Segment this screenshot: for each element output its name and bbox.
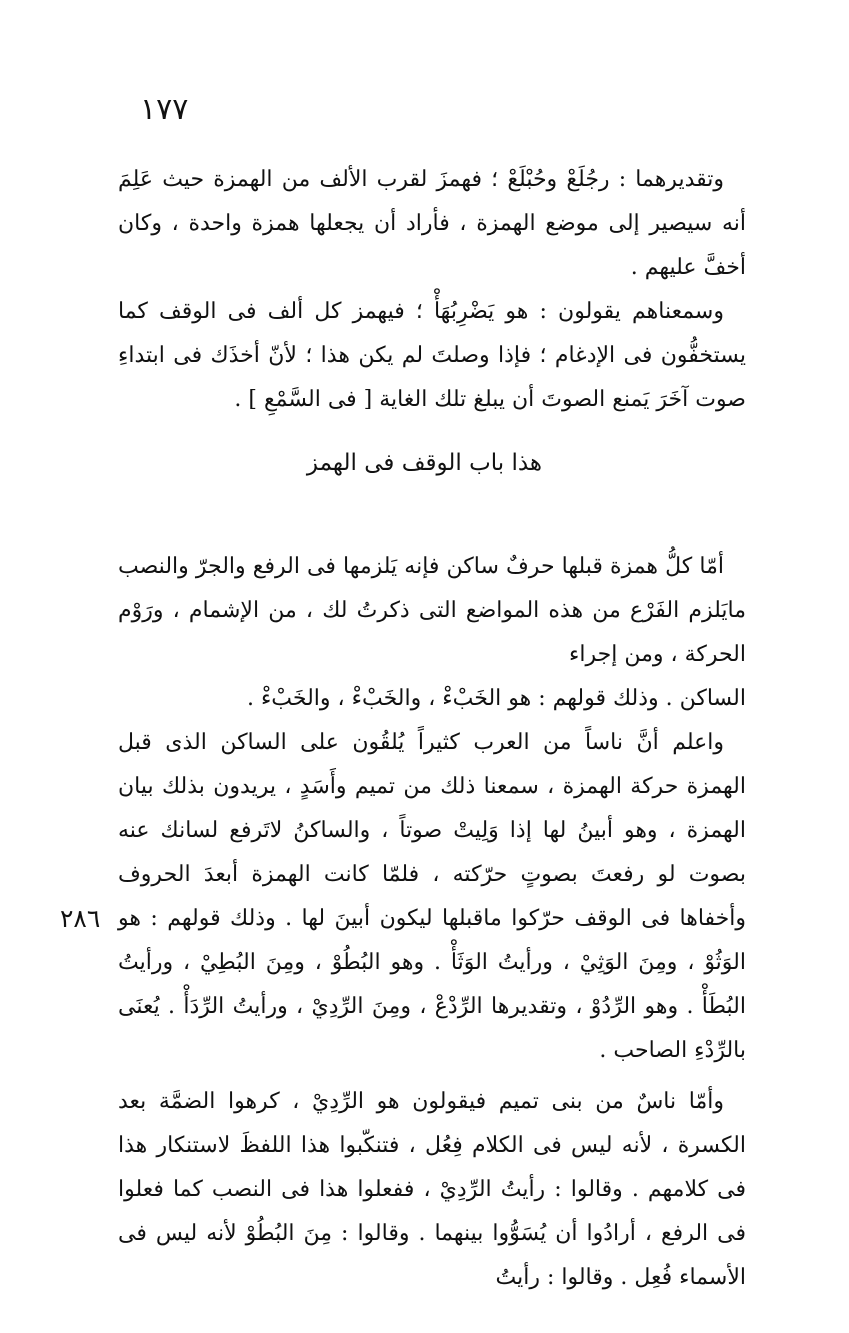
paragraph: وأمّا ناسٌ من بنى تميم فيقولون هو الرِّدِيْ ، كرهوا الضمَّة بعد الكسرة ، لأنه ليس فى الكلام فِعُل ، فتنكّبوا هذا اللفظَ لاستنكار هذا فى كلامهم . وقالوا : رأيتُ الرِّدِيْ ، ففعلوا هذا فى النصب كما فعلوا فى الرفع ، أرادُوا أن يُسَوُّوا بينهما . وقالوا : مِنَ البُطُوْ لأنه ليس فى الأسماء فُعِل . وقالوا : رأيتُ	[118, 1089, 746, 1290]
paragraph: وسمعناهم يقولون : هو يَضْرِبُهَأْ ؛ فيهمز كل ألف فى الوقف كما يستخفُّون فى الإدغام ؛ فإذا وصلتَ لم يكن هذا ؛ لأنّ أخذَك فى ابتداءِ صوت آخَرَ يَمنع الصوتَ أن يبلغ تلك الغاية [ فى السَّمْعِ ] .	[118, 299, 746, 412]
paragraph: وتقديرهما : رجُلَعْ وحُبْلَعْ ؛ فهمزَ لقرب الألف من الهمزة حيث عَلِمَ أنه سيصير إلى موضع الهمزة ، فأراد أن يجعلها همزة واحدة ، وكان أخفَّ عليهم .	[118, 167, 746, 280]
paragraph: الساكن . وذلك قولهم : هو الخَبْءْ ، والخَبْءْ ، والخَبْءْ .	[246, 686, 746, 711]
paragraph: أمّا كلُّ همزة قبلها حرفٌ ساكن فإنه يَلزمها فى الرفع والجرّ والنصب مايَلزم الفَرْع من هذه المواضع التى ذكرتُ لك ، من الإشمام ، ورَوْم الحركة ، ومن إجراء	[118, 554, 746, 667]
page-number: ١٧٧	[140, 92, 189, 127]
section-2-text	[118, 545, 746, 1073]
chapter-heading: هذا باب الوقف فى الهمز	[306, 450, 543, 476]
section-3-text	[118, 1080, 746, 1300]
margin-page-reference: ٢٨٦	[60, 904, 101, 933]
paragraph: واعلم أنَّ ناساً من العرب كثيراً يُلقُون على الساكن الذى قبل الهمزة حركة الهمزة ، سمعنا ذلك من تميم وأَسَدٍ ، يريدون بذلك بيان الهمزة ، وهو أبينُ لها إذا وَلِيتْ صوتاً ، والساكنُ لاتَرفع لسانك عنه بصوت لو رفعتَ بصوتٍ حرّكته ، فلمّا كانت الهمزة أبعدَ الحروف وأخفاها فى الوقف حرّكوا ماقبلها ليكون أبينَ لها . وذلك قولهم : هو الوَثُوْ ، ومِنَ الوَثِيْ ، ورأيتُ الوَثَأْ . وهو البُطُوْ ، ومِنَ البُطِيْ ، ورأيتُ البُطَأْ . وهو الرِّدُوْ ، وتقديرها الرِّدْعْ ، ومِنَ الرِّدِيْ ، ورأيتُ الرِّدَأْ . يُعنَى بالرِّدْءِ الصاحب .	[118, 730, 746, 1063]
section-1-text	[118, 158, 746, 422]
